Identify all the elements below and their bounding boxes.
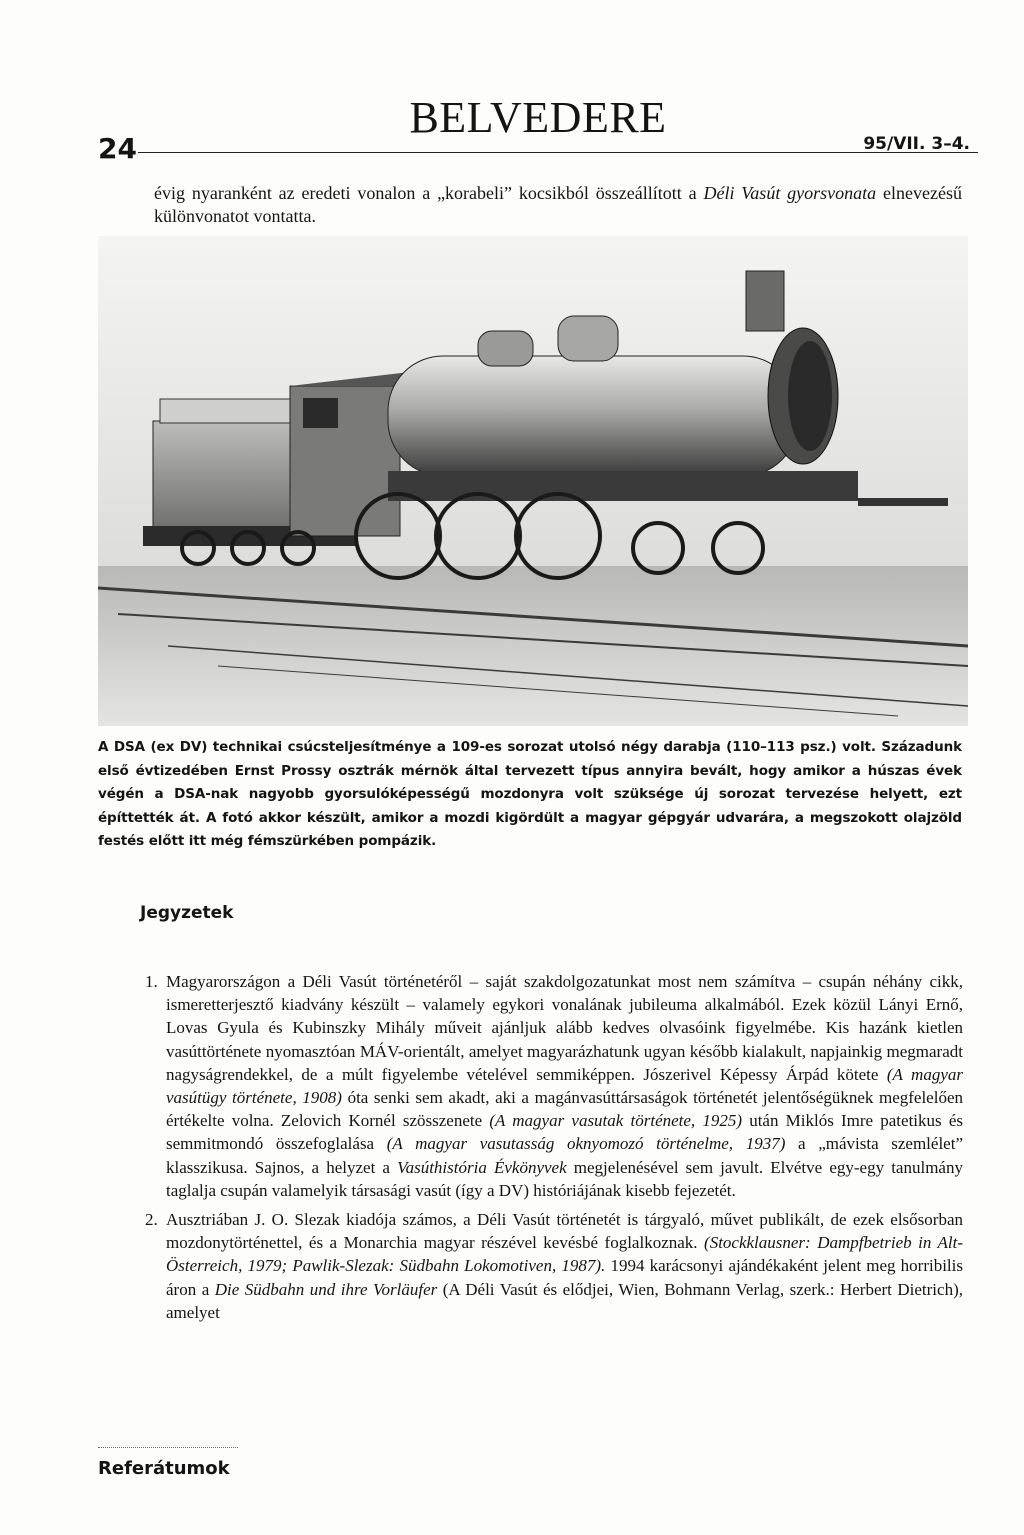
photo-ground xyxy=(98,566,968,726)
locomotive-photo xyxy=(98,236,968,726)
note-citation: (A magyar vasutasság oknyomozó történelme, 1937) xyxy=(386,1134,786,1154)
journal-title: BELVEDERE xyxy=(409,93,667,142)
issue-number: 95/VII. 3–4. xyxy=(863,134,970,154)
note-text: óta senki sem akadt, aki a magánvasúttársaságok történetét jelentőségüknek megfelelően értékelte volna. Zelovich Kornél szösszenete xyxy=(166,1088,963,1131)
photo-caption: A DSA (ex DV) technikai csúcsteljesítménye a 109-es sorozat utolsó négy darabja (110–113 psz.) volt. Századunk első évtizedében Ernst Prossy osztrák mérnök által tervezett típus annyira bevált, hogy amikor a húszas évek végén a DSA-nak nagyobb gyorsulóképességű mozdonyra volt szüksége új sorozat tervezése helyett, ezt építtették át. A fotó akkor készült, amikor a mozdi kigördült a magyar gépgyár udvarára, a megszokott olajzöld festés előtt itt még fémszürkében pompázik. xyxy=(98,739,962,849)
note-text: (A Déli Vasút és elődjei, Wien, Bohmann Verlag, szerk.: Herbert Dietrich), amelyet xyxy=(166,1279,963,1322)
note-text: a „mávista szemlélet” klasszikusa. Sajnos, a helyzet a xyxy=(166,1134,963,1177)
note-text: Ausztriában J. O. Slezak kiadója számos, a Déli Vasút történetét is tárgyaló, művet publikált, de ezek elsősorban mozdonytörténettel, és a Monarchia magyar részével kevésbé foglalkoznak. xyxy=(166,1210,963,1253)
intro-text: évig nyaranként az eredeti vonalon a „korabeli” kocsikból összeállított a xyxy=(154,183,704,203)
header-rule xyxy=(138,152,978,153)
intro-paragraph xyxy=(154,182,962,228)
section-footer: Referátumok xyxy=(98,1458,230,1479)
note-citation: (A magyar vasutak története, 1925) xyxy=(489,1111,743,1131)
note-text: megjelenésével sem javult. Elvétve egy-egy tanulmány taglalja csupán valamelyik társasági vasút (így a DV) históriájának kisebb fejezetét. xyxy=(166,1157,963,1200)
note-item xyxy=(145,1208,963,1324)
note-text: után Miklós Imre patetikus és semmitmondó összefoglalása xyxy=(166,1111,963,1154)
note-citation: (A magyar vasútügy története, 1908) xyxy=(166,1064,963,1108)
footer-rule xyxy=(98,1447,238,1448)
note-citation: Die Südbahn und ihre Vorläufer xyxy=(214,1279,438,1299)
note-number: 1. xyxy=(145,972,158,991)
notes-heading: Jegyzetek xyxy=(140,903,234,923)
intro-text-end: elnevezésű különvonatot vontatta. xyxy=(154,183,962,226)
note-citation: (Stockklausner: Dampfbetrieb in Alt-Österreich, 1979; Pawlik-Slezak: Südbahn Lokomotiven, 1987). xyxy=(166,1233,963,1276)
note-citation: Vasúthistória Évkönyvek xyxy=(397,1157,567,1177)
notes-list xyxy=(145,970,963,1328)
note-text: Magyarországon a Déli Vasút történetéről – saját szakdolgozatunkat most nem számítva – csupán néhány cikk, ismeretterjesztő kiadvány készült – valamely egykori vonalának jubileuma alkalmából. Ezek közül Lányi Ernő, Lovas Gyula és Kubinszky Mihály műveit ajánljuk alább kedves olvasóink figyelmébe. Kis hazánk kietlen vasúttörténete nyomasztóan MÁV-orientált, amelyet magyarázhatunk ugyan később kialakult, napjainkig megmaradt nagyságrendekkel, de a múlt figyelembe vételével semmiképpen. Jószerivel Képessy Árpád kötete xyxy=(166,972,963,1084)
page-header xyxy=(98,92,978,165)
intro-italic-title: Déli Vasút gyorsvonata xyxy=(703,183,877,203)
locomotive-illustration xyxy=(98,236,968,726)
note-number: 2. xyxy=(145,1210,158,1230)
note-item xyxy=(145,970,963,1202)
page-number: 24 xyxy=(98,132,137,165)
note-text: 1994 karácsonyi ajándékaként jelent meg horribilis áron a xyxy=(166,1256,963,1299)
